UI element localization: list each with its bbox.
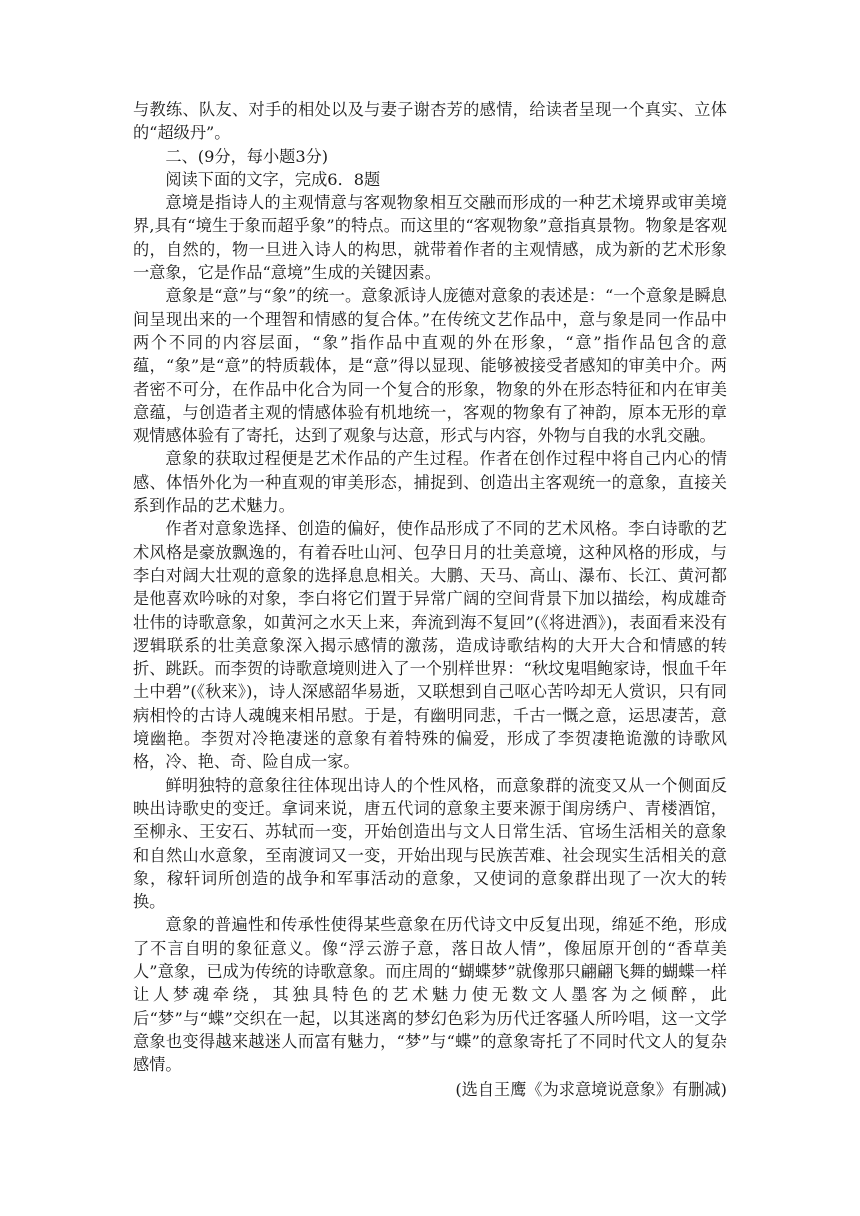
section-heading: 二、(9分，每小题3分) bbox=[165, 146, 329, 166]
paragraph: 作者对意象选择、创造的偏好，使作品形成了不同的艺术风格。李白诗歌的艺术风格是豪放飘逸的，有着吞吐山河、包孕日月的壮美意境，这种风格的形成，与李白对阔大壮观的意象的选择息息相关。大鹏、天马、高山、瀑布、长江、黄河都是他喜欢吟咏的对象，李白将它们置于异常广阔的空间背景下加以描绘，构成雄奇壮伟的诗歌意象，如黄河之水天上来，奔流到海不复回”(《将进酒》)，表面看来没有逻辑联系的壮美意象深入揭示感情的激荡，造成诗歌结构的大开大合和情感的转折、跳跃。而李贺的诗歌意境则进入了一个别样世界：“秋坟鬼唱鲍家诗，恨血千年土中碧”(《秋来》)，诗人深感韶华易逝，又联想到自己呕心苦吟却无人赏识，只有同病相怜的古诗人魂魄来相吊慰。于是，有幽明同悲，千古一慨之意，运思凄苦，意境幽艳。李贺对冷艳凄迷的意象有着特殊的偏爱，形成了李贺凄艳诡激的诗歌风格，冷、艳、奇、险自成一家。 bbox=[133, 519, 727, 772]
paragraph: 意象的普遍性和传承性使得某些意象在历代诗文中反复出现，绵延不绝，形成了不言自明的象征意义。像“浮云游子意，落日故人情”，像屈原开创的“香草美人”意象，已成为传统的诗歌意象。而庄周的“蝴蝶梦”就像那只翩翩飞舞的蝴蝶一样让人梦魂牵绕，其独具特色的艺术魅力使无数文人墨客为之倾醉，此后“梦”与“蝶”交织在一起，以其迷离的梦幻色彩为历代迁客骚人所吟唱，这一文学意象也变得越来越迷人而富有魅力，“梦”与“蝶”的意象寄托了不同时代文人的复杂感情。 bbox=[133, 915, 727, 1075]
paragraph: 鲜明独特的意象往往体现出诗人的个性风格，而意象群的流变又从一个侧面反映出诗歌史的变迁。拿词来说，唐五代词的意象主要来源于闺房绣户、青楼酒馆，至柳永、王安石、苏轼而一变，开始创造出与文人日常生活、官场生活相关的意象和自然山水意象，至南渡词又一变，开始出现与民族苦难、社会现实生活相关的意象，稼轩词所创造的战争和军事活动的意象，又使词的意象群出现了一次大的转换。 bbox=[133, 775, 727, 912]
paragraph: 意境是指诗人的主观情意与客观物象相互交融而形成的一种艺术境界或审美境界,具有“境生于象而超乎象”的特点。而这里的“客观物象”意指真景物。物象是客观的，自然的，物一旦进入诗人的构思，就带着作者的主观情感，成为新的艺术形象一意象，它是作品“意境”生成的关键因素。 bbox=[133, 193, 727, 283]
continuation-text: 与教练、队友、对手的相处以及与妻子谢杏芳的感情，给读者呈现一个真实、立体的“超级丹”。 bbox=[133, 100, 727, 143]
source-citation: (选自王鹰《为求意境说意象》有删减) bbox=[455, 1080, 727, 1100]
paragraph: 意象是“意”与“象”的统一。意象派诗人庞德对意象的表述是：“一个意象是瞬息间呈现出来的一个理智和情感的复合体。”在传统文艺作品中，意与象是同一作品中两个不同的内容层面，“象”指作品中直观的外在形象，“意”指作品包含的意蕴，“象”是“意”的特质载体，是“意”得以显现、能够被接受者感知的审美中介。两者密不可分，在作品中化合为同一个复合的形象，物象的外在形态特征和内在审美意蕴，与创造者主观的情感体验有机地统一，客观的物象有了神韵，原本无形的章观情感体验有了寄托，达到了观象与达意，形式与内容，外物与自我的水乳交融。 bbox=[133, 286, 727, 446]
document-page bbox=[133, 98, 727, 1102]
paragraph: 意象的获取过程便是艺术作品的产生过程。作者在创作过程中将自己内心的情感、体悟外化为一种直观的审美形态，捕捉到、创造出主客观统一的意象，直接关系到作品的艺术魅力。 bbox=[133, 449, 727, 516]
reading-instruction: 阅读下面的文字，完成6．8题 bbox=[165, 169, 381, 189]
